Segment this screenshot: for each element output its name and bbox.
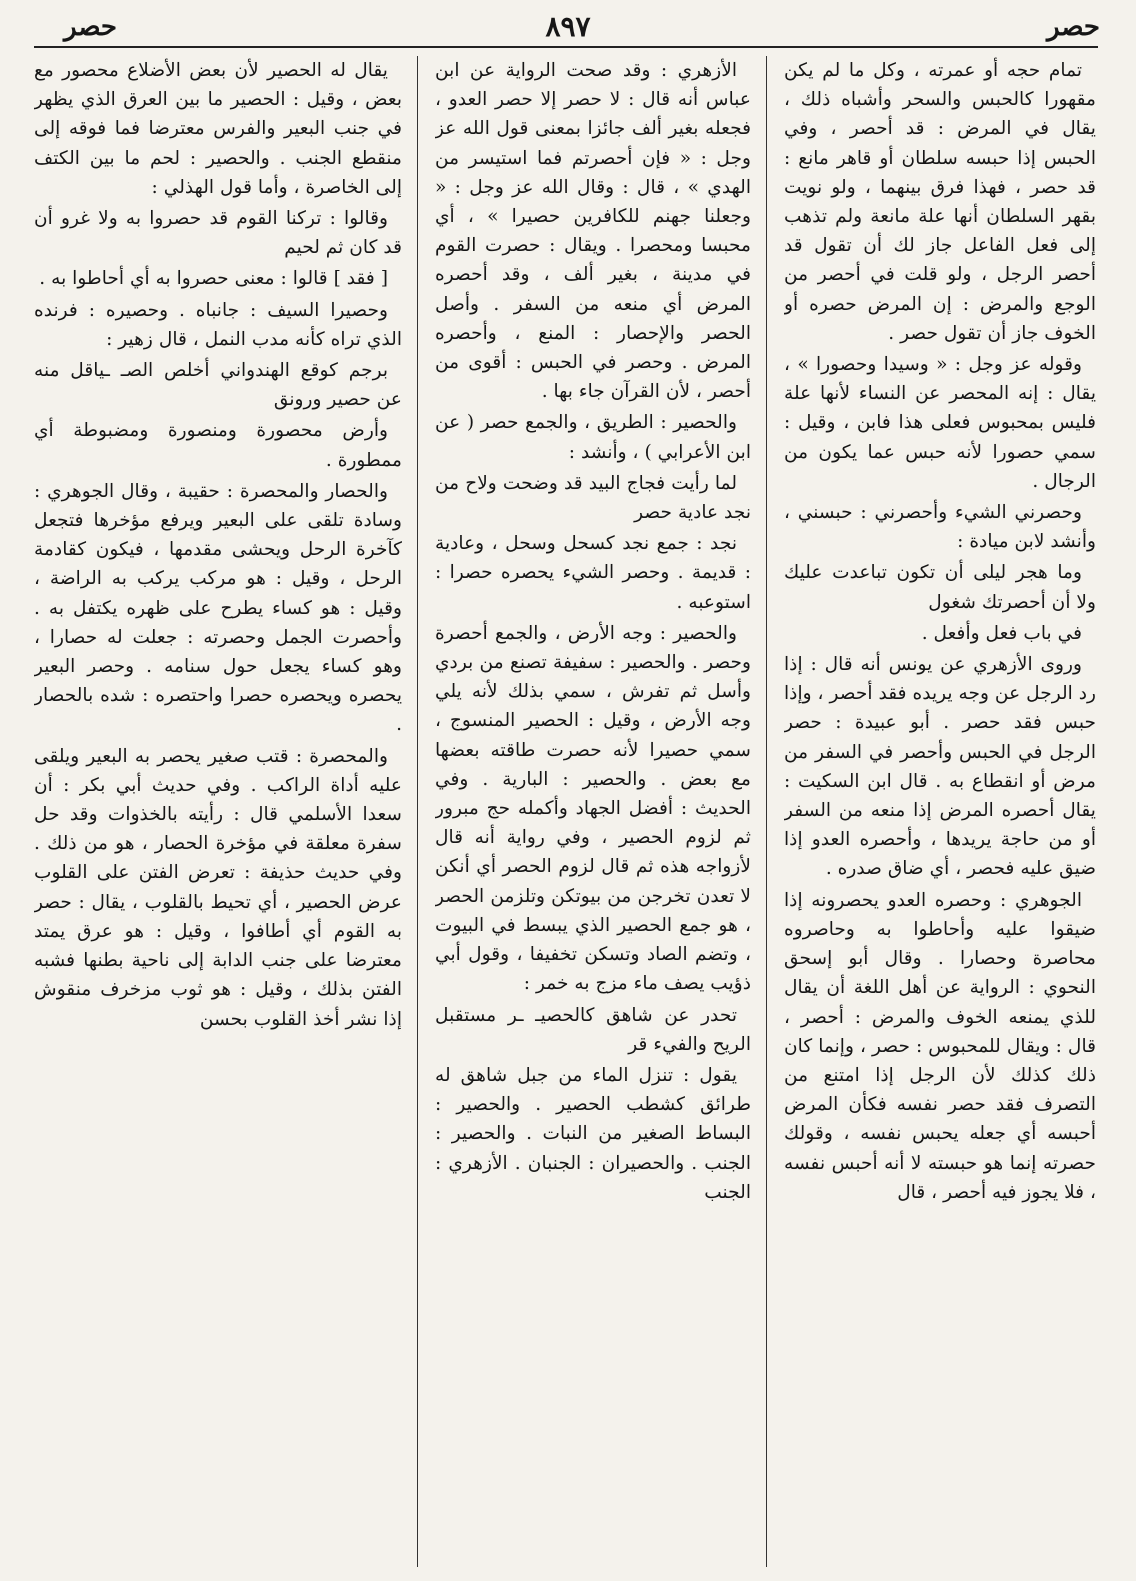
header-left-word: حصر [64,12,117,42]
verse: وما هجر ليلى أن تكون تباعدت عليك ولا أن أحصرتك شغول [784,562,1096,613]
paragraph: وحصيرا السيف : جانباه . وحصيره : فرنده الذي تراه كأنه مدب النمل ، قال زهير : [34,299,402,350]
paragraph: يقول : تنزل الماء من جبل شاهق له طرائق كشطب الحصير . والحصير : البساط الصغير من النبات . والحصير : الجنب . والحصيران : الجنبان . الأزهري : الجنب [435,1064,751,1203]
page-header [30,10,1106,44]
header-right-word: حصر [1047,12,1100,42]
paragraph: وحصرني الشيء وأحصرني : حبسني ، وأنشد لابن ميادة : [784,502,1096,553]
right-column [784,56,1096,1567]
paragraph: [ فقد ] قالوا : معنى حصروا به أي أحاطوا به . [39,268,388,290]
text-columns [34,56,1096,1567]
paragraph: يقال له الحصير لأن بعض الأضلاع محصور مع بعض ، وقيل : الحصير ما بين العرق الذي يظهر في جنب البعير والفرس معترضا فما فوقه إلى منقطع الجنب . والحصير : لحم ما بين الكتف إلى الخاصرة ، وأما قول الهذلي : [34,60,402,198]
paragraph: والحصار والمحصرة : حقيبة ، وقال الجوهري : وسادة تلقى على البعير ويرفع مؤخرها فتجعل كآخرة الرحل ويحشى مقدمها ، فيكون كقادمة الرحل ، وقيل : هو مركب يركب به الراضة ، وقيل : هو كساء يطرح على ظهره يكتفل به . وأحصرت الجمل وحصرته : جعلت له حصارا ، وهو كساء يجعل حول سنامه . وحصر البعير يحصره ويحصره حصرا واحتصره : شده بالحصار . [34,480,402,736]
paragraph: والمحصرة : قتب صغير يحصر به البعير ويلقى عليه أداة الراكب . وفي حديث أبي بكر : أن سعدا الأسلمي قال : رأيته بالخذوات وقد حل سفرة معلقة في مؤخرة الحصار ، هو من ذلك . وفي حديث حذيفة : تعرض الفتن على القلوب عرض الحصير ، أي تحيط بالقلوب ، يقال : حصر به القوم أي أطافوا ، وقيل : هو عرق يمتد معترضا على جنب الدابة إلى ناحية بطنها فشبه الفتن بذلك ، وقيل : هو ثوب مزخرف منقوش إذا نشر أخذ القلوب بحسن [34,745,402,1030]
paragraph: الجوهري : وحصره العدو يحصرونه إذا ضيقوا عليه وأحاطوا به وحاصروه محاصرة وحصارا . وقال أبو إسحق النحوي : الرواية عن أهل اللغة أن يقال للذي يمنعه الخوف والمرض : أحصر ، قال : ويقال للمحبوس : حصر ، وإنما كان ذلك كذلك لأن الرجل إذا امتنع من التصرف فقد حصر نفسه فكأن المرض أحبسه أي جعله يحبس نفسه ، وقولك حصرته إنما هو حبسته لا أنه أحبس نفسه ، فلا يجوز فيه أحصر ، قال [784,889,1096,1203]
paragraph: والحصير : وجه الأرض ، والجمع أحصرة وحصر . والحصير : سفيفة تصنع من بردي وأسل ثم تفرش ، سمي بذلك لأنه يلي وجه الأرض ، وقيل : الحصير المنسوج ، سمي حصيرا لأنه حصرت طاقته بعضها مع بعض . والحصير : البارية . وفي الحديث : أفضل الجهاد وأكمله حج مبرور ثم لزوم الحصير ، وفي رواية أنه قال لأزواجه هذه ثم قال لزوم الحصر أي أنكن لا تعدن تخرجن من بيوتكن وتلزمن الحصر ، هو جمع الحصير الذي يبسط في البيوت ، وتضم الصاد وتسكن تخفيفا ، وقول أبي ذؤيب يصف ماء مزج به خمر : [435,622,751,995]
header-rule [34,46,1098,48]
paragraph: وروى الأزهري عن يونس أنه قال : إذا رد الرجل عن وجه يريده فقد أحصر ، وإذا حبس فقد حصر . أبو عبيدة : حصر الرجل في الحبس وأحصر في السفر من مرض أو انقطاع به . قال ابن السكيت : يقال أحصره المرض إذا منعه من السفر أو من حاجة يريدها ، وأحصره العدو إذا ضيق عليه فحصر ، أي ضاق صدره . [784,654,1096,880]
paragraph: وأرض محصورة ومنصورة ومضبوطة أي ممطورة . [34,420,402,471]
column-divider [766,56,767,1567]
column-divider [417,56,418,1567]
paragraph: في باب فعل وأفعل . [921,622,1082,644]
left-column [34,56,402,1567]
paragraph: تمام حجه أو عمرته ، وكل ما لم يكن مقهورا كالحبس والسحر وأشباه ذلك ، يقال في المرض : قد أحصر ، وفي الحبس إذا حبسه سلطان أو قاهر مانع : قد حصر ، فهذا فرق بينهما ، ولو نويت بقهر السلطان أنها علة مانعة ولم تذهب إلى فعل الفاعل جاز لك أن تقول قد أحصر الرجل ، ولو قلت في أحصر من الوجع والمرض : إن المرض حصره أو الخوف جاز أن تقول حصر . [784,60,1096,344]
paragraph: والحصير : الطريق ، والجمع حصر ( عن ابن الأعرابي ) ، وأنشد : [435,412,751,463]
verse: وقالوا : تركنا القوم قد حصروا به ولا غرو أن قد كان ثم لحيم [34,208,402,259]
verse: تحدر عن شاهق كالحصيـ ـر مستقبل الريح والفيء قر [435,1004,751,1055]
paragraph: وقوله عز وجل : « وسيدا وحصورا » ، يقال : إنه المحصر عن النساء لأنها علة فليس بمحبوس فعلى هذا فابن ، وقيل : سمي حصورا لأنه حبس عما يكون من الرجال . [784,354,1096,492]
paragraph: الأزهري : وقد صحت الرواية عن ابن عباس أنه قال : لا حصر إلا حصر العدو ، فجعله بغير ألف جائزا بمعنى قول الله عز وجل : « فإن أحصرتم فما استيسر من الهدي » ، قال : وقال الله عز وجل : « وجعلنا جهنم للكافرين حصيرا » ، أي محبسا ومحصرا . ويقال : حصرت القوم في مدينة ، بغير ألف ، وقد أحصره المرض أي منعه من السفر . وأصل الحصر والإحصار : المنع ، وأحصره المرض . وحصر في الحبس : أقوى من أحصر ، لأن القرآن جاء بها . [435,60,751,403]
page-number: ٨٩٧ [545,10,591,43]
verse: لما رأيت فجاج البيد قد وضحت ولاح من نجد عادية حصر [435,472,751,524]
verse: برجم كوقع الهندواني أخلص الصـ ـياقل منه عن حصير ورونق [34,360,402,411]
paragraph: نجد : جمع نجد كسحل وسحل ، وعادية : قديمة . وحصر الشيء يحصره حصرا : استوعبه . [435,533,751,613]
middle-column [435,56,751,1567]
